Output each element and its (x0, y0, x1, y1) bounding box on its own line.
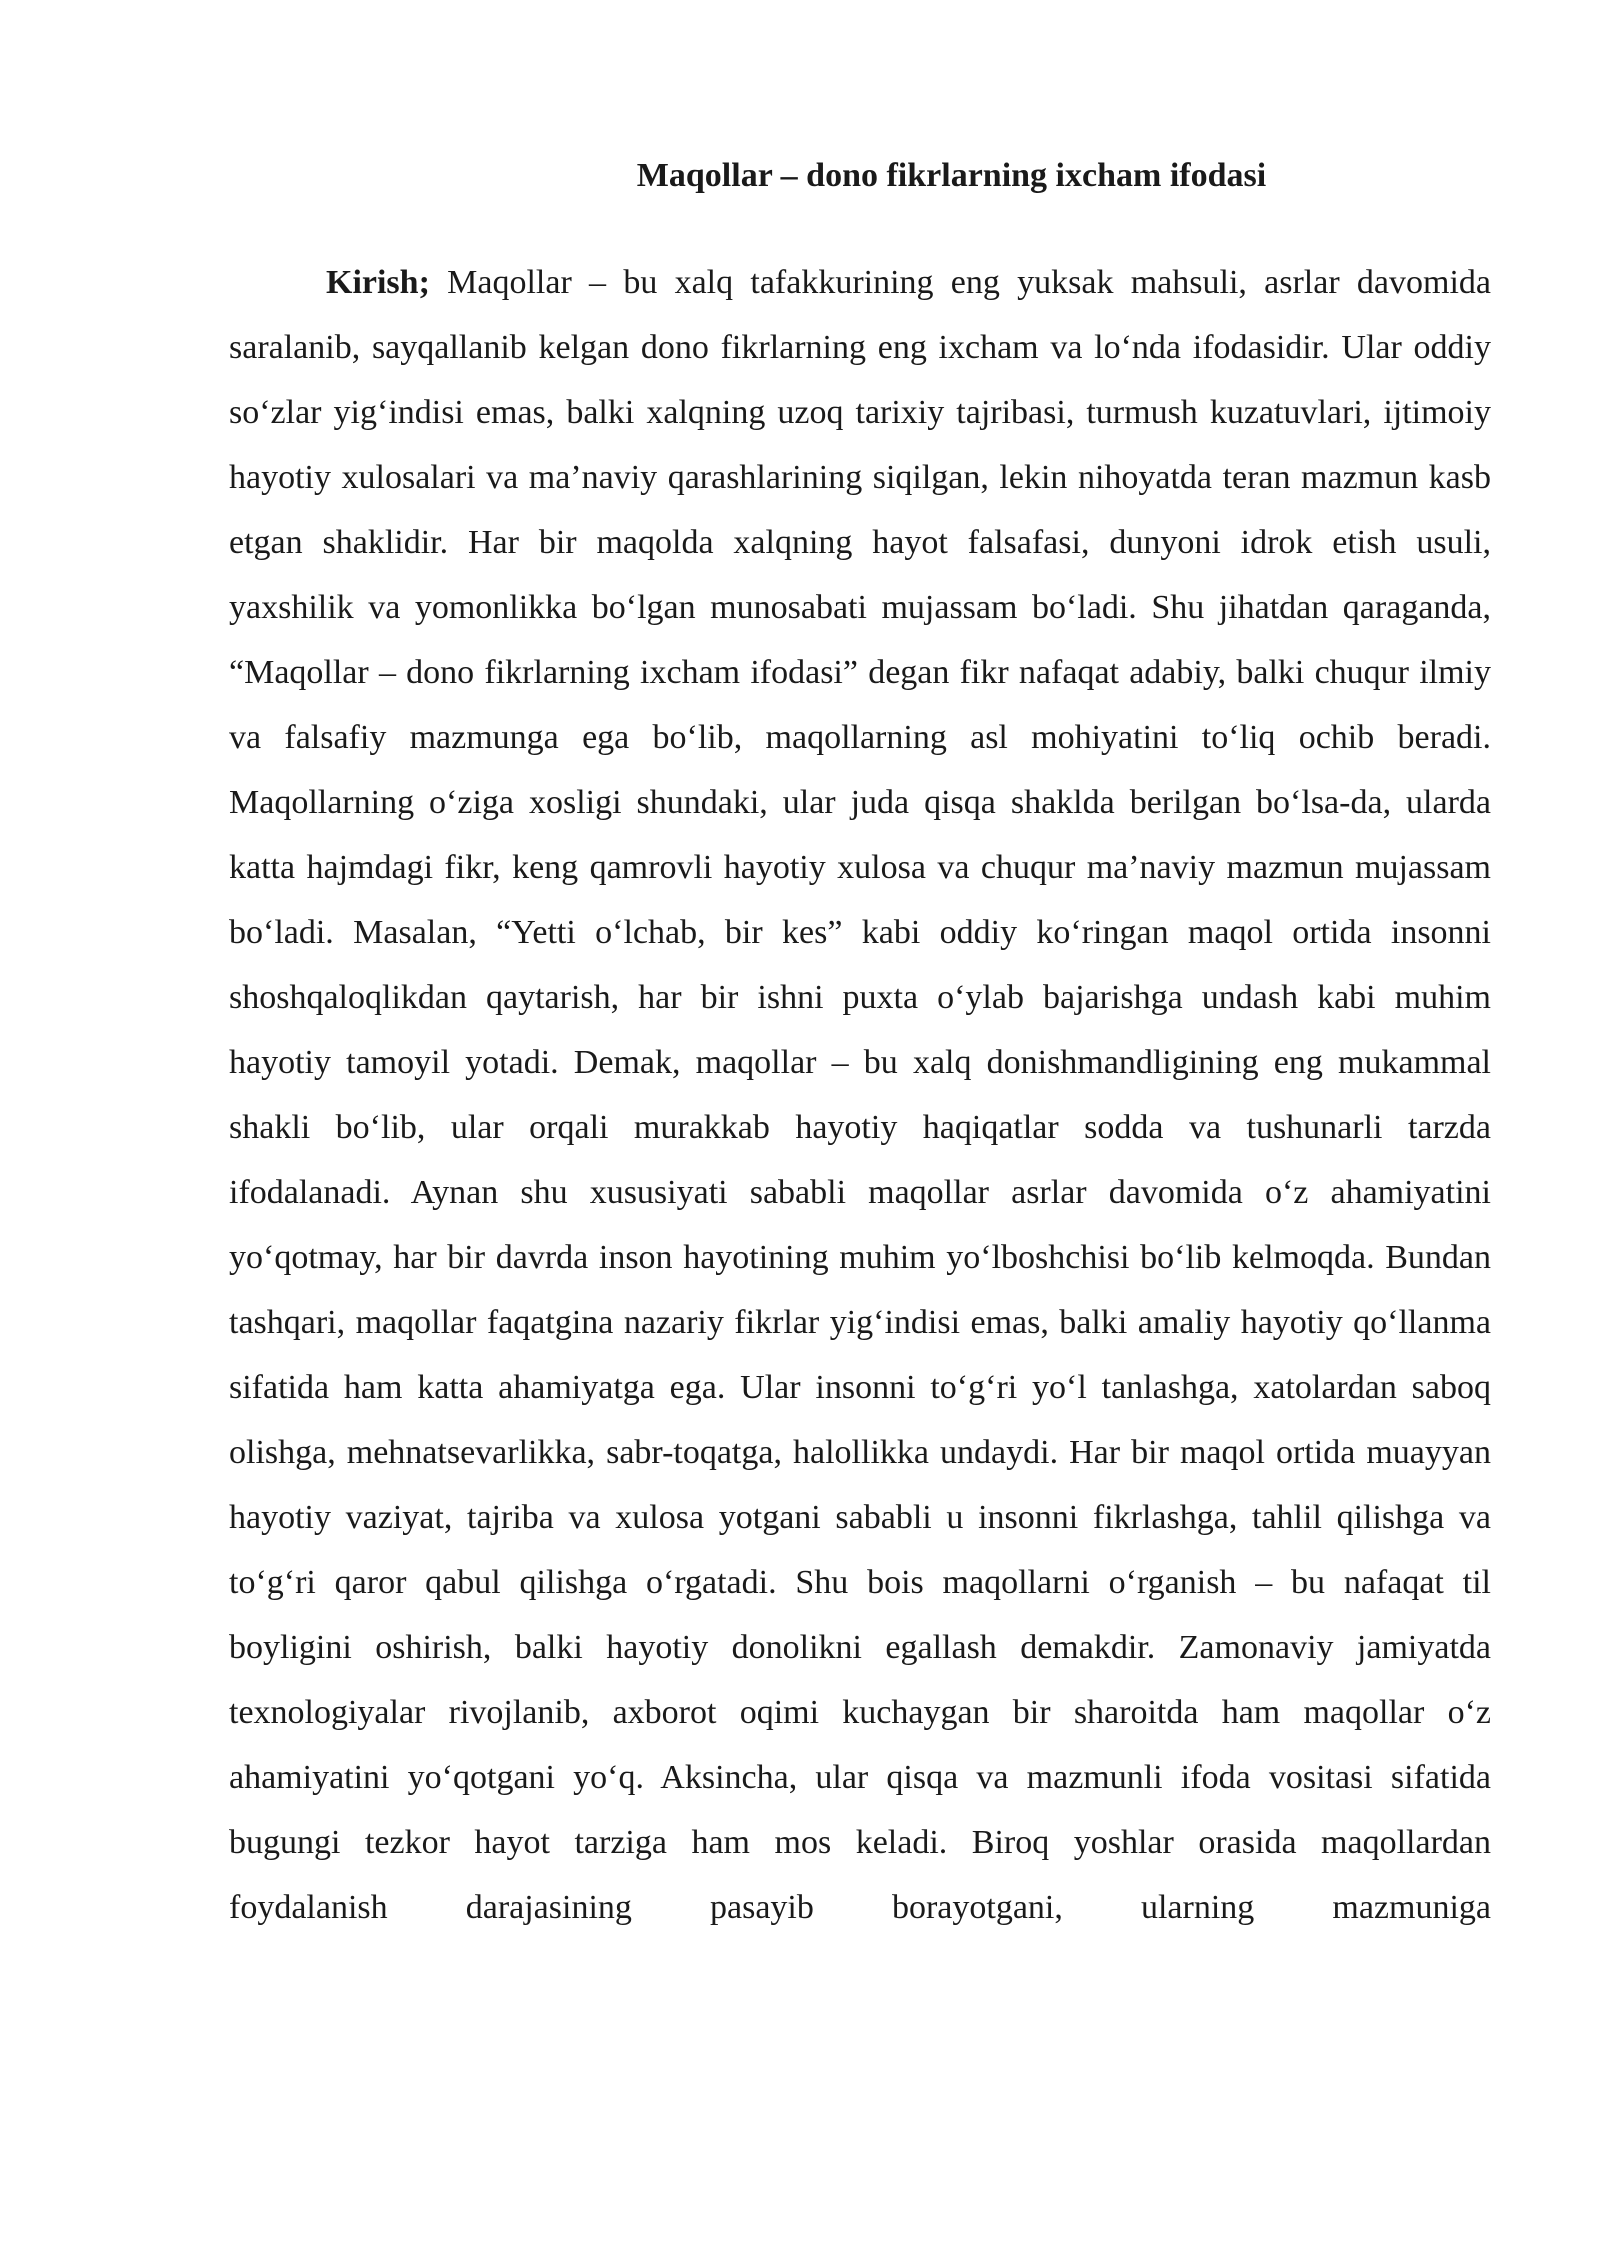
paragraph-text: Maqollar – bu xalq tafakkurining eng yuksak mahsuli, asrlar davomida saralanib, sayqallanib kelgan dono fikrlarning eng ixcham va lo‘nda ifodasidir. Ular oddiy so‘zlar yig‘indisi emas, balki xalqning uzoq tarixiy tajribasi, turmush kuzatuvlari, ijtimoiy hayotiy xulosalari va ma’naviy qarashlarining siqilgan, lekin nihoyatda teran mazmun kasb etgan shaklidir. Har bir maqolda xalqning hayot falsafasi, dunyoni idrok etish usuli, yaxshilik va yomonlikka bo‘lgan munosabati mujassam bo‘ladi. Shu jihatdan qaraganda, “Maqollar – dono fikrlarning ixcham ifodasi” degan fikr nafaqat adabiy, balki chuqur ilmiy va falsafiy mazmunga ega bo‘lib, maqollarning asl mohiyatini to‘liq ochib beradi. Maqollarning o‘ziga xosligi shundaki, ular juda qisqa shaklda berilgan bo‘lsa-da, ularda katta hajmdagi fikr, keng qamrovli hayotiy xulosa va chuqur ma’naviy mazmun mujassam bo‘ladi. Masalan, “Yetti o‘lchab, bir kes” kabi oddiy ko‘ringan maqol ortida insonni shoshqaloqlikdan qaytarish, har bir ishni puxta o‘ylab bajarishga undash kabi muhim hayotiy tamoyil yotadi. Demak, maqollar – bu xalq donishmandligining eng mukammal shakli bo‘lib, ular orqali murakkab hayotiy haqiqatlar sodda va tushunarli tarzda ifodalanadi. Aynan shu xususiyati sababli maqollar asrlar davomida o‘z ahamiyatini yo‘qotmay, har bir davrda inson hayotining muhim yo‘lboshchisi bo‘lib kelmoqda. Bundan tashqari, maqollar faqatgina nazariy fikrlar yig‘indisi emas, balki amaliy hayotiy qo‘llanma sifatida ham katta ahamiyatga ega. Ular insonni to‘g‘ri yo‘l tanlashga, xatolardan saboq olishga, mehnatsevarlikka, sabr-toqatga, halollikka undaydi. Har bir maqol ortida muayyan hayotiy vaziyat, tajriba va xulosa yotgani sababli u insonni fikrlashga, tahlil qilishga va to‘g‘ri qaror qabul qilishga o‘rgatadi. Shu bois maqollarni o‘rganish – bu nafaqat til boyligini oshirish, balki hayotiy donolikni egallash demakdir. Zamonaviy jamiyatda texnologiyalar rivojlanib, axborot oqimi kuchaygan bir sharoitda ham maqollar o‘z ahamiyatini yo‘qotgani yo‘q. Aksincha, ular qisqa va mazmunli ifoda vositasi sifatida bugungi tezkor hayot tarziga ham mos keladi. Biroq yoshlar orasida maqollardan foydalanish darajasining pasayib borayotgani, ularning mazmuniga (229, 264, 1491, 1926)
intro-lead: Kirish; (326, 264, 430, 301)
body-paragraph (229, 250, 1491, 1940)
page-title: Maqollar – dono fikrlarning ixcham ifodasi (636, 157, 1267, 194)
